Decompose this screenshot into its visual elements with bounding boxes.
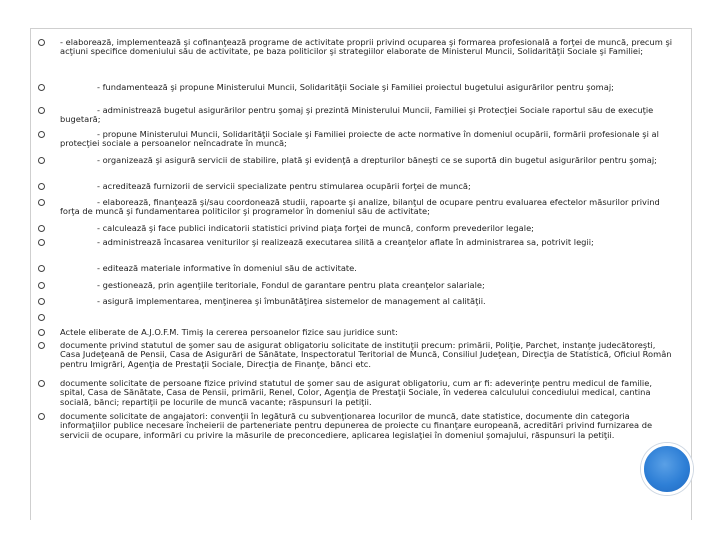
bullet-icon (38, 39, 45, 46)
item-text: Actele eliberate de A.J.O.F.M. Timiş la cererea persoanelor fizice sau juridice sunt: (60, 327, 398, 337)
slide-frame (30, 28, 692, 520)
item-text: - asigură implementarea, menţinerea şi îmbunătăţirea sistemelor de management al calităţii. (60, 296, 486, 306)
bullet-icon (38, 342, 45, 349)
bullet-icon (38, 413, 45, 420)
bullet-icon (38, 84, 45, 91)
item-text: documente solicitate de angajatori: convenţii în legătură cu subvenţionarea locurilor de muncă, date statistice, documente din categoria informaţiilor publice necesare încheierii de parteneriate pentru depunerea de proiecte cu finanţare europeană, acreditări privind furnizarea de servicii de ocupare, informări cu privire la măsurile de preconcediere, aplicarea legislaţiei în domeniul şomajului, răspunsuri la petiţii. (60, 411, 655, 440)
bullet-icon (38, 314, 45, 321)
bullet-icon (38, 239, 45, 246)
bullet-icon (38, 131, 45, 138)
item-text: - elaborează, implementează şi cofinanţează programe de activitate proprii privind ocuparea şi formarea profesională a forţei de muncă, precum şi acţiuni specifice domeniului său de activitate, pe baza politicilor şi strategiilor elaborate de Ministerul Muncii, Solidarităţii Sociale şi Familiei; (60, 37, 675, 57)
bullet-icon (38, 183, 45, 190)
bullet-icon (38, 329, 45, 336)
item-text: - propune Ministerului Muncii, Solidarităţii Sociale şi Familiei proiecte de acte normative în domeniul ocupării, formării profesionale şi al protecţiei sociale a persoanelor neîncadrate în muncă; (60, 129, 662, 149)
item-text: - organizează şi asigură servicii de stabilire, plată şi evidenţă a drepturilor băneşti ce se suportă din bugetul asigurărilor pentru şomaj; (60, 155, 657, 165)
item-text: documente solicitate de persoane fizice privind statutul de şomer sau de asigurat obligatoriu, cum ar fi: adeverinţe pentru medicul de familie, spital, Casa de Sănătate, Casa de Pensii, primării, Renel, Color, Agenţia de Prestaţii Sociale, în vederea calculului concediului medical, cantina socială, bănci; repartiţii pe locurile de muncă vacante; răspunsuri la petiţii. (60, 378, 655, 407)
bullet-icon (38, 265, 45, 272)
item-text: - acreditează furnizorii de servicii specializate pentru stimularea ocupării forţei de muncă; (60, 181, 471, 191)
bullet-icon (38, 380, 45, 387)
decorative-circle-icon (641, 443, 693, 495)
item-text: documente privind statutul de şomer sau de asigurat obligatoriu solicitate de instituţii precum: primării, Poliţie, Parchet, instanţe judecătoreşti, Casa Judeţeană de Pensii, Casa de Asigurări de Sănătate, Inspectoratul Teritorial de Muncă, Consiliul Judeţean, Direcţia de Statistică, Oficiul Român pentru Imigrări, Agenţia de Prestaţii Sociale, Direcţia de Finanţe, bănci etc. (60, 340, 675, 369)
bullet-icon (38, 225, 45, 232)
item-text: - calculează şi face publici indicatorii statistici privind piaţa forţei de muncă, conform prevederilor legale; (60, 223, 534, 233)
item-text: - elaborează, finanţează şi/sau coordonează studii, rapoarte şi analize, bilanţul de ocupare pentru evaluarea efectelor măsurilor privind forţa de muncă şi fundamentarea politicilor şi programelor în domeniul său de activitate; (60, 197, 663, 217)
bullet-icon (38, 282, 45, 289)
bullet-icon (38, 157, 45, 164)
bullet-icon (38, 199, 45, 206)
bullet-icon (38, 298, 45, 305)
item-text: - administrează bugetul asigurărilor pentru şomaj şi prezintă Ministerului Muncii, Familiei şi Protecţiei Sociale raportul său de execuţie bugetară; (60, 105, 656, 125)
bullet-icon (38, 107, 45, 114)
item-text: - gestionează, prin agenţiile teritoriale, Fondul de garantare pentru plata creanţelor salariale; (60, 280, 485, 290)
item-text: - editează materiale informative în domeniul său de activitate. (60, 263, 357, 273)
item-text: - fundamentează şi propune Ministerului Muncii, Solidarităţii Sociale şi Familiei proiectul bugetului asigurărilor pentru şomaj; (60, 82, 614, 92)
item-text: - administrează încasarea veniturilor şi realizează executarea silită a creanţelor aflate în administrarea sa, potrivit legii; (60, 237, 594, 247)
